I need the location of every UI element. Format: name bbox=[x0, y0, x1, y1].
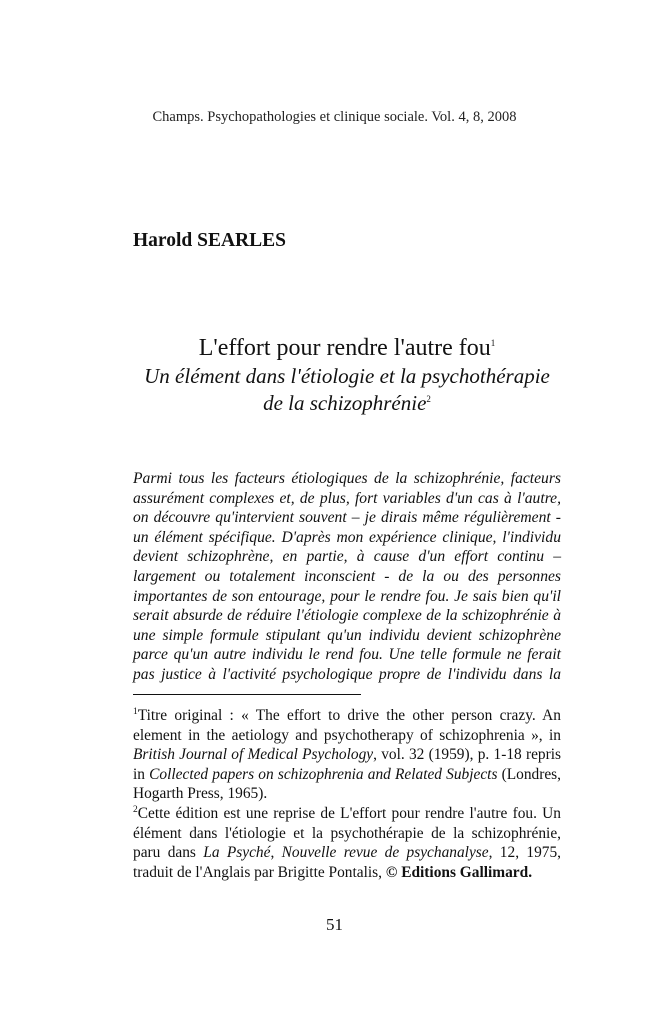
footnote-2-journal: La Psyché bbox=[203, 844, 271, 862]
footnote-1 bbox=[133, 706, 561, 804]
footnote-separator bbox=[133, 694, 361, 695]
footnote-2-publisher: © Editions Gallimard. bbox=[385, 863, 533, 881]
author-name: Harold SEARLES bbox=[133, 230, 286, 251]
footnote-ref-1[interactable]: 1 bbox=[490, 338, 496, 348]
footnote-1-tail: (Londres, Hogarth Press, 1965). bbox=[133, 765, 561, 803]
footnote-1-journal: British Journal of Medical Psychology bbox=[133, 746, 374, 764]
footnote-1-number: 1 bbox=[133, 706, 138, 717]
running-head: Champs. Psychopathologies et clinique sociale. Vol. 4, 8, 2008 bbox=[152, 109, 517, 125]
footnote-1-after-journal: , vol. 32 (1959), p. 1-18 repris in bbox=[133, 746, 562, 783]
footnote-2-number: 2 bbox=[133, 804, 138, 815]
footnote-2-review: Nouvelle revue de psychanalyse bbox=[281, 844, 489, 862]
footnote-2 bbox=[133, 804, 561, 882]
footnote-2-after-review: , 12, 1975, traduit de l'Anglais par Brigitte Pontalis, bbox=[133, 844, 562, 881]
footnote-2-lead: Cette édition est une reprise de L'effort pour rendre l'autre fou. Un élément dans l'étiologie et la psychothérapie de la schizophrénie, paru dans bbox=[133, 804, 561, 862]
footnote-1-book: Collected papers on schizophrenia and Related Subjects bbox=[149, 765, 498, 783]
article-subtitle bbox=[133, 363, 561, 417]
article-title-text: L'effort pour rendre l'autre fou bbox=[198, 335, 491, 361]
subtitle-line-1: Un élément dans l'étiologie et la psychothérapie bbox=[144, 364, 550, 388]
abstract-paragraph: Parmi tous les facteurs étiologiques de la schizophrénie, facteurs assurément complexes et, de plus, fort variables d'un cas à l'autre, on découvre qu'intervient souvent – je dirais même régulièrement - un élément spécifique. D'après mon expérience clinique, l'individu devient schizophrène, en partie, à cause d'un effort continu – largement ou totalement inconscient - de la ou des personnes importantes de son entourage, pour le rendre fou. Je sais bien qu'il serait absurde de réduire l'étiologie complexe de la schizophrénie à une simple formule stipulant qu'un individu devient schizophrène parce qu'un autre individu le rend fou. Une telle formule ne ferait pas justice à l'activité psychologique propre de l'individu dans la bbox=[133, 470, 561, 683]
footnote-ref-2[interactable]: 2 bbox=[426, 394, 431, 404]
footnote-1-lead: Titre original : « The effort to drive the other person crazy. An element in the aetiology and psychotherapy of schizophrenia », in bbox=[133, 707, 561, 744]
title-block bbox=[133, 333, 561, 417]
footnote-2-separator: , bbox=[270, 844, 275, 862]
article-title bbox=[133, 333, 561, 363]
footnotes bbox=[133, 706, 561, 882]
page-number: 51 bbox=[326, 915, 343, 934]
subtitle-line-2: de la schizophrénie bbox=[263, 391, 427, 415]
